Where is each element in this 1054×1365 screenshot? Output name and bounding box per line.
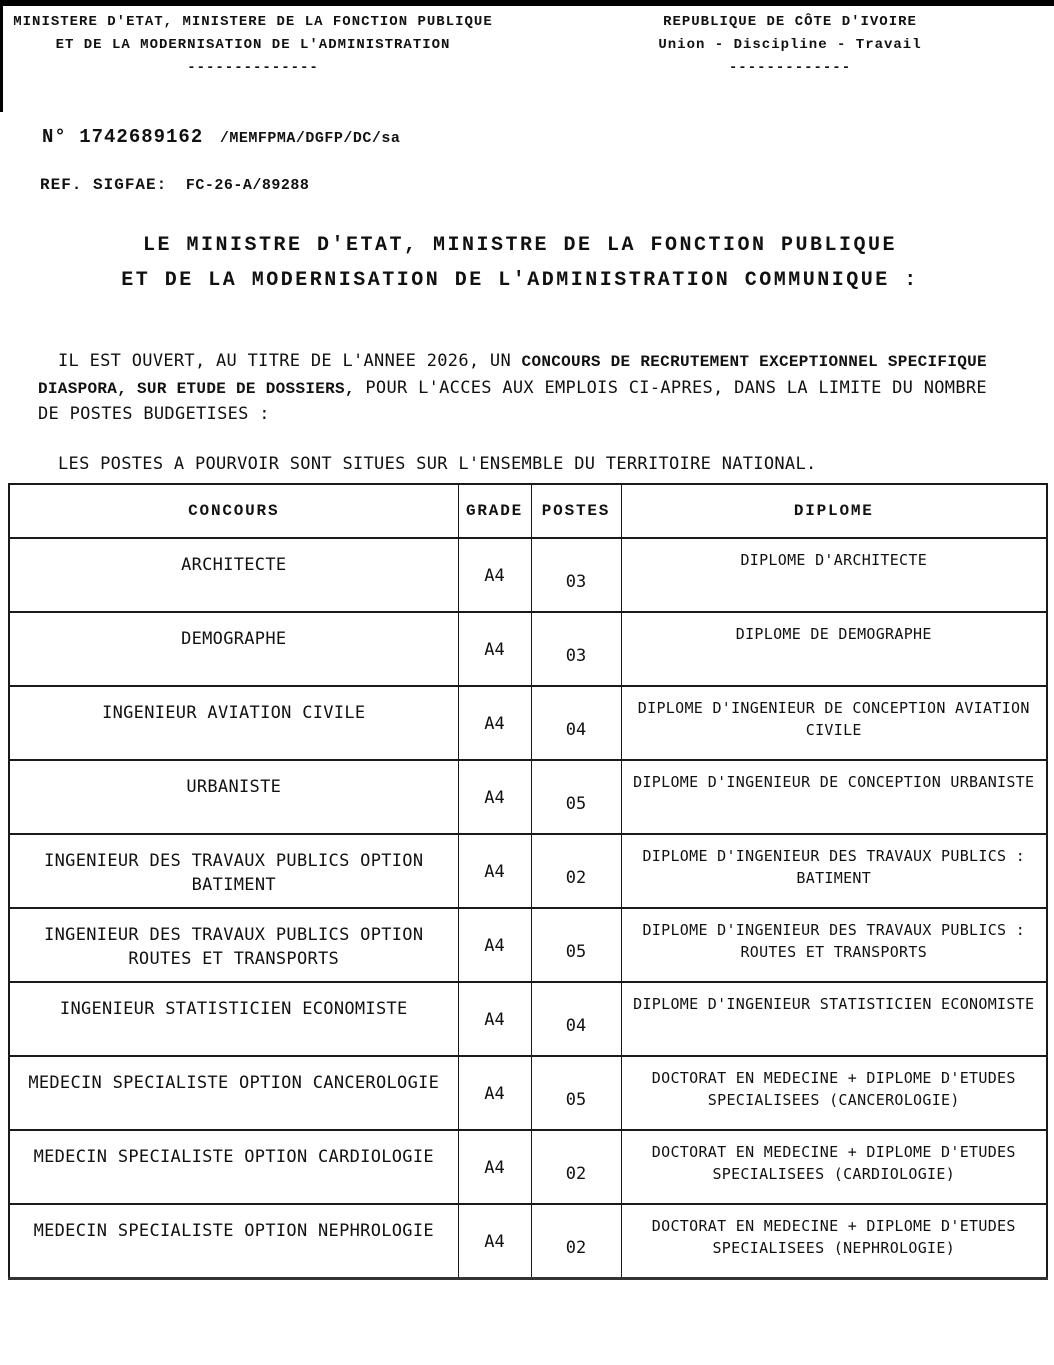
header-postes: POSTES xyxy=(531,484,621,538)
cell-concours: INGENIEUR DES TRAVAUX PUBLICS OPTION BATIMENT xyxy=(9,834,458,908)
cell-concours: URBANISTE xyxy=(9,760,458,834)
cell-grade: A4 xyxy=(458,1056,531,1130)
cell-grade: A4 xyxy=(458,760,531,834)
document-number-suffix: /MEMFPMA/DGFP/DC/sa xyxy=(219,130,401,147)
cell-concours: INGENIEUR AVIATION CIVILE xyxy=(9,686,458,760)
table-header-row xyxy=(9,484,1047,538)
paragraph-line1-bold: CONCOURS DE RECRUTEMENT EXCEPTIONNEL SPECIFIQUE xyxy=(521,353,987,371)
cell-diplome: DIPLOME D'INGENIEUR DE CONCEPTION URBANISTE xyxy=(621,760,1047,834)
ministry-letterhead-line1: MINISTERE D'ETAT, MINISTERE DE LA FONCTION PUBLIQUE xyxy=(13,14,493,30)
document-number: N° 1742689162 xyxy=(42,126,204,148)
cell-postes: 05 xyxy=(531,1056,621,1130)
cell-postes: 03 xyxy=(531,538,621,612)
scan-left-edge xyxy=(0,0,3,112)
paragraph-line2-regular: POUR L'ACCES AUX EMPLOIS CI-APRES, DANS LA LIMITE DU NOMBRE xyxy=(354,377,987,398)
cell-postes: 05 xyxy=(531,760,621,834)
sigfae-reference-line xyxy=(40,176,309,194)
table-row xyxy=(9,760,1047,834)
cell-postes: 05 xyxy=(531,908,621,982)
paragraph-line3: DE POSTES BUDGETISES : xyxy=(38,404,270,424)
republic-letterhead-line1: REPUBLIQUE DE CÔTE D'IVOIRE xyxy=(663,14,917,30)
header-concours: CONCOURS xyxy=(9,484,458,538)
sigfae-reference-value: FC-26-A/89288 xyxy=(185,177,310,194)
ministry-letterhead-dashes: -------------- xyxy=(187,60,319,76)
header-diplome: DIPLOME xyxy=(621,484,1047,538)
cell-grade: A4 xyxy=(458,686,531,760)
cell-concours: INGENIEUR STATISTICIEN ECONOMISTE xyxy=(9,982,458,1056)
cell-grade: A4 xyxy=(458,1130,531,1204)
cell-diplome: DIPLOME DE DEMOGRAPHE xyxy=(621,612,1047,686)
table-row xyxy=(9,1056,1047,1130)
document-number-line xyxy=(42,126,400,148)
communique-title xyxy=(0,228,1040,298)
republic-letterhead xyxy=(600,11,980,80)
positions-table xyxy=(8,483,1048,1280)
ministry-letterhead xyxy=(12,11,494,80)
paragraph-line2-bold: DIASPORA, SUR ETUDE DE DOSSIERS, xyxy=(38,379,355,398)
table-row xyxy=(9,1130,1047,1204)
cell-diplome: DIPLOME D'ARCHITECTE xyxy=(621,538,1047,612)
cell-grade: A4 xyxy=(458,538,531,612)
ministry-letterhead-line2: ET DE LA MODERNISATION DE L'ADMINISTRATION xyxy=(55,37,451,53)
paragraph-line1-regular: IL EST OUVERT, AU TITRE DE L'ANNEE 2026, UN xyxy=(58,351,522,371)
sigfae-reference-label: REF. SIGFAE: xyxy=(40,176,168,194)
cell-diplome: DOCTORAT EN MEDECINE + DIPLOME D'ETUDES SPECIALISEES (CANCEROLOGIE) xyxy=(621,1056,1047,1130)
table-row xyxy=(9,982,1047,1056)
cell-concours: INGENIEUR DES TRAVAUX PUBLICS OPTION ROUTES ET TRANSPORTS xyxy=(9,908,458,982)
cell-postes: 03 xyxy=(531,612,621,686)
cell-concours: DEMOGRAPHE xyxy=(9,612,458,686)
republic-letterhead-motto: Union - Discipline - Travail xyxy=(658,37,922,53)
cell-postes: 02 xyxy=(531,834,621,908)
cell-diplome: DIPLOME D'INGENIEUR STATISTICIEN ECONOMISTE xyxy=(621,982,1047,1056)
cell-postes: 02 xyxy=(531,1204,621,1278)
cell-postes: 04 xyxy=(531,686,621,760)
cell-diplome: DOCTORAT EN MEDECINE + DIPLOME D'ETUDES SPECIALISEES (CARDIOLOGIE) xyxy=(621,1130,1047,1204)
cell-grade: A4 xyxy=(458,982,531,1056)
cell-grade: A4 xyxy=(458,908,531,982)
communique-title-line2: ET DE LA MODERNISATION DE L'ADMINISTRATION COMMUNIQUE : xyxy=(121,269,919,292)
cell-concours: MEDECIN SPECIALISTE OPTION NEPHROLOGIE xyxy=(9,1204,458,1278)
scan-top-edge xyxy=(0,0,1054,6)
cell-grade: A4 xyxy=(458,1204,531,1278)
table-row xyxy=(9,908,1047,982)
header-grade: GRADE xyxy=(458,484,531,538)
cell-diplome: DOCTORAT EN MEDECINE + DIPLOME D'ETUDES SPECIALISEES (NEPHROLOGIE) xyxy=(621,1204,1047,1278)
paragraph-line1 xyxy=(38,349,1038,376)
table-row xyxy=(9,612,1047,686)
paragraph-line2 xyxy=(38,376,1038,403)
cell-diplome: DIPLOME D'INGENIEUR DES TRAVAUX PUBLICS : ROUTES ET TRANSPORTS xyxy=(621,908,1047,982)
table-row xyxy=(9,538,1047,612)
cell-grade: A4 xyxy=(458,834,531,908)
cell-concours: ARCHITECTE xyxy=(9,538,458,612)
table-row xyxy=(9,834,1047,908)
cell-concours: MEDECIN SPECIALISTE OPTION CARDIOLOGIE xyxy=(9,1130,458,1204)
cell-diplome: DIPLOME D'INGENIEUR DES TRAVAUX PUBLICS : BATIMENT xyxy=(621,834,1047,908)
table-row xyxy=(9,686,1047,760)
location-note: LES POSTES A POURVOIR SONT SITUES SUR L'ENSEMBLE DU TERRITOIRE NATIONAL. xyxy=(58,454,817,474)
cell-postes: 04 xyxy=(531,982,621,1056)
cell-concours: MEDECIN SPECIALISTE OPTION CANCEROLOGIE xyxy=(9,1056,458,1130)
cell-diplome: DIPLOME D'INGENIEUR DE CONCEPTION AVIATION CIVILE xyxy=(621,686,1047,760)
cell-grade: A4 xyxy=(458,612,531,686)
communique-title-line1: LE MINISTRE D'ETAT, MINISTRE DE LA FONCTION PUBLIQUE xyxy=(142,234,898,257)
opening-paragraph xyxy=(38,349,1038,428)
cell-postes: 02 xyxy=(531,1130,621,1204)
table-row xyxy=(9,1204,1047,1278)
republic-letterhead-dashes: ------------- xyxy=(728,60,852,76)
